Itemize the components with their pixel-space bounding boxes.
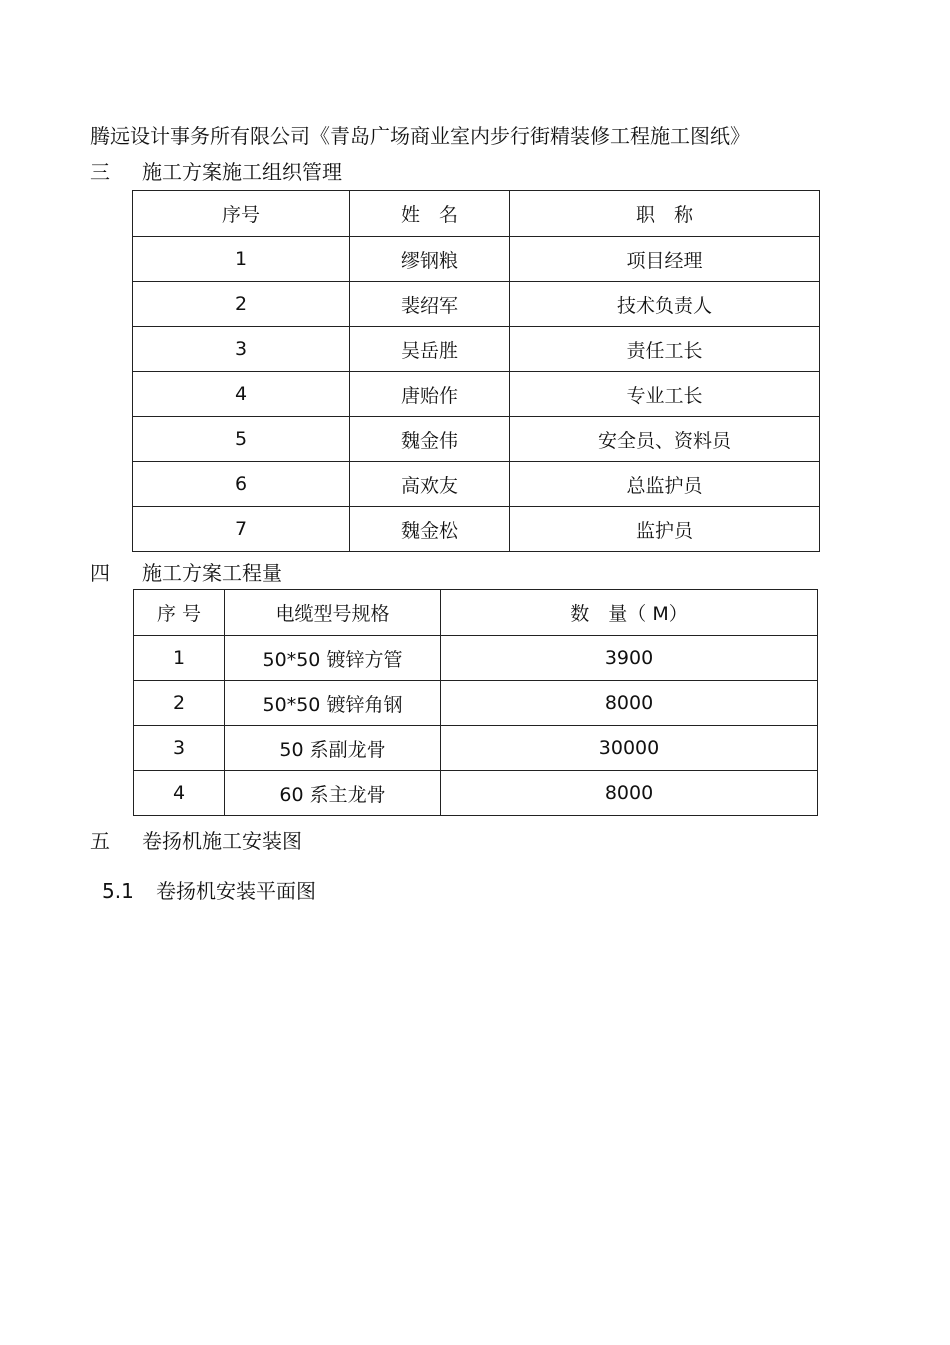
table-cell: 50*50 镀锌方管: [225, 636, 441, 681]
table-cell: 项目经理: [510, 237, 820, 282]
section-number: 四: [90, 561, 110, 585]
table-cell: 4: [134, 771, 225, 816]
column-header: 姓 名: [350, 191, 510, 237]
table-row: [134, 726, 818, 771]
staff-table: [132, 190, 820, 552]
table-cell: 50 系副龙骨: [225, 726, 441, 771]
table-row: [134, 636, 818, 681]
table-cell: 60 系主龙骨: [225, 771, 441, 816]
section-5-heading: [90, 829, 302, 853]
table-row: [133, 462, 820, 507]
section-title: 施工方案工程量: [142, 561, 282, 585]
table-cell: 1: [134, 636, 225, 681]
table-cell: 2: [133, 282, 350, 327]
table-cell: 50*50 镀锌角钢: [225, 681, 441, 726]
table-cell: 7: [133, 507, 350, 552]
table-row: [133, 507, 820, 552]
section-number: 5.1: [102, 879, 134, 903]
table-cell: 唐贻作: [350, 372, 510, 417]
section-number: 五: [90, 829, 110, 853]
table-cell: 监护员: [510, 507, 820, 552]
table-cell: 6: [133, 462, 350, 507]
column-header: 职 称: [510, 191, 820, 237]
table-cell: 魏金伟: [350, 417, 510, 462]
column-header: 序 号: [134, 590, 225, 636]
table-cell: 专业工长: [510, 372, 820, 417]
table-cell: 总监护员: [510, 462, 820, 507]
section-3-heading: [90, 160, 342, 184]
quantity-table: [133, 589, 818, 816]
section-title: 卷扬机施工安装图: [142, 829, 302, 853]
table-cell: 魏金松: [350, 507, 510, 552]
column-header: 电缆型号规格: [225, 590, 441, 636]
table-row: [134, 681, 818, 726]
section-4-heading: [90, 561, 282, 585]
table-cell: 3: [133, 327, 350, 372]
table-cell: 8000: [441, 681, 818, 726]
table-header-row: [134, 590, 818, 636]
table-cell: 4: [133, 372, 350, 417]
table-cell: 技术负责人: [510, 282, 820, 327]
table-row: [133, 282, 820, 327]
table-row: [134, 771, 818, 816]
column-header: 数 量（ M）: [441, 590, 818, 636]
table-cell: 8000: [441, 771, 818, 816]
table-row: [133, 327, 820, 372]
table-row: [133, 417, 820, 462]
table-cell: 2: [134, 681, 225, 726]
section-title: 施工方案施工组织管理: [142, 160, 342, 184]
table-header-row: [133, 191, 820, 237]
table-cell: 高欢友: [350, 462, 510, 507]
column-header: 序号: [133, 191, 350, 237]
table-cell: 5: [133, 417, 350, 462]
document-header: 腾远设计事务所有限公司《青岛广场商业室内步行街精装修工程施工图纸》: [90, 124, 750, 148]
section-number: 三: [90, 160, 110, 184]
table-cell: 安全员、资料员: [510, 417, 820, 462]
section-title: 卷扬机安装平面图: [156, 879, 316, 903]
table-cell: 责任工长: [510, 327, 820, 372]
table-cell: 1: [133, 237, 350, 282]
table-cell: 缪钢粮: [350, 237, 510, 282]
table-cell: 裴绍军: [350, 282, 510, 327]
table-cell: 3: [134, 726, 225, 771]
table-cell: 30000: [441, 726, 818, 771]
table-cell: 3900: [441, 636, 818, 681]
table-row: [133, 237, 820, 282]
table-row: [133, 372, 820, 417]
table-cell: 吴岳胜: [350, 327, 510, 372]
section-5-1-heading: [102, 879, 316, 903]
